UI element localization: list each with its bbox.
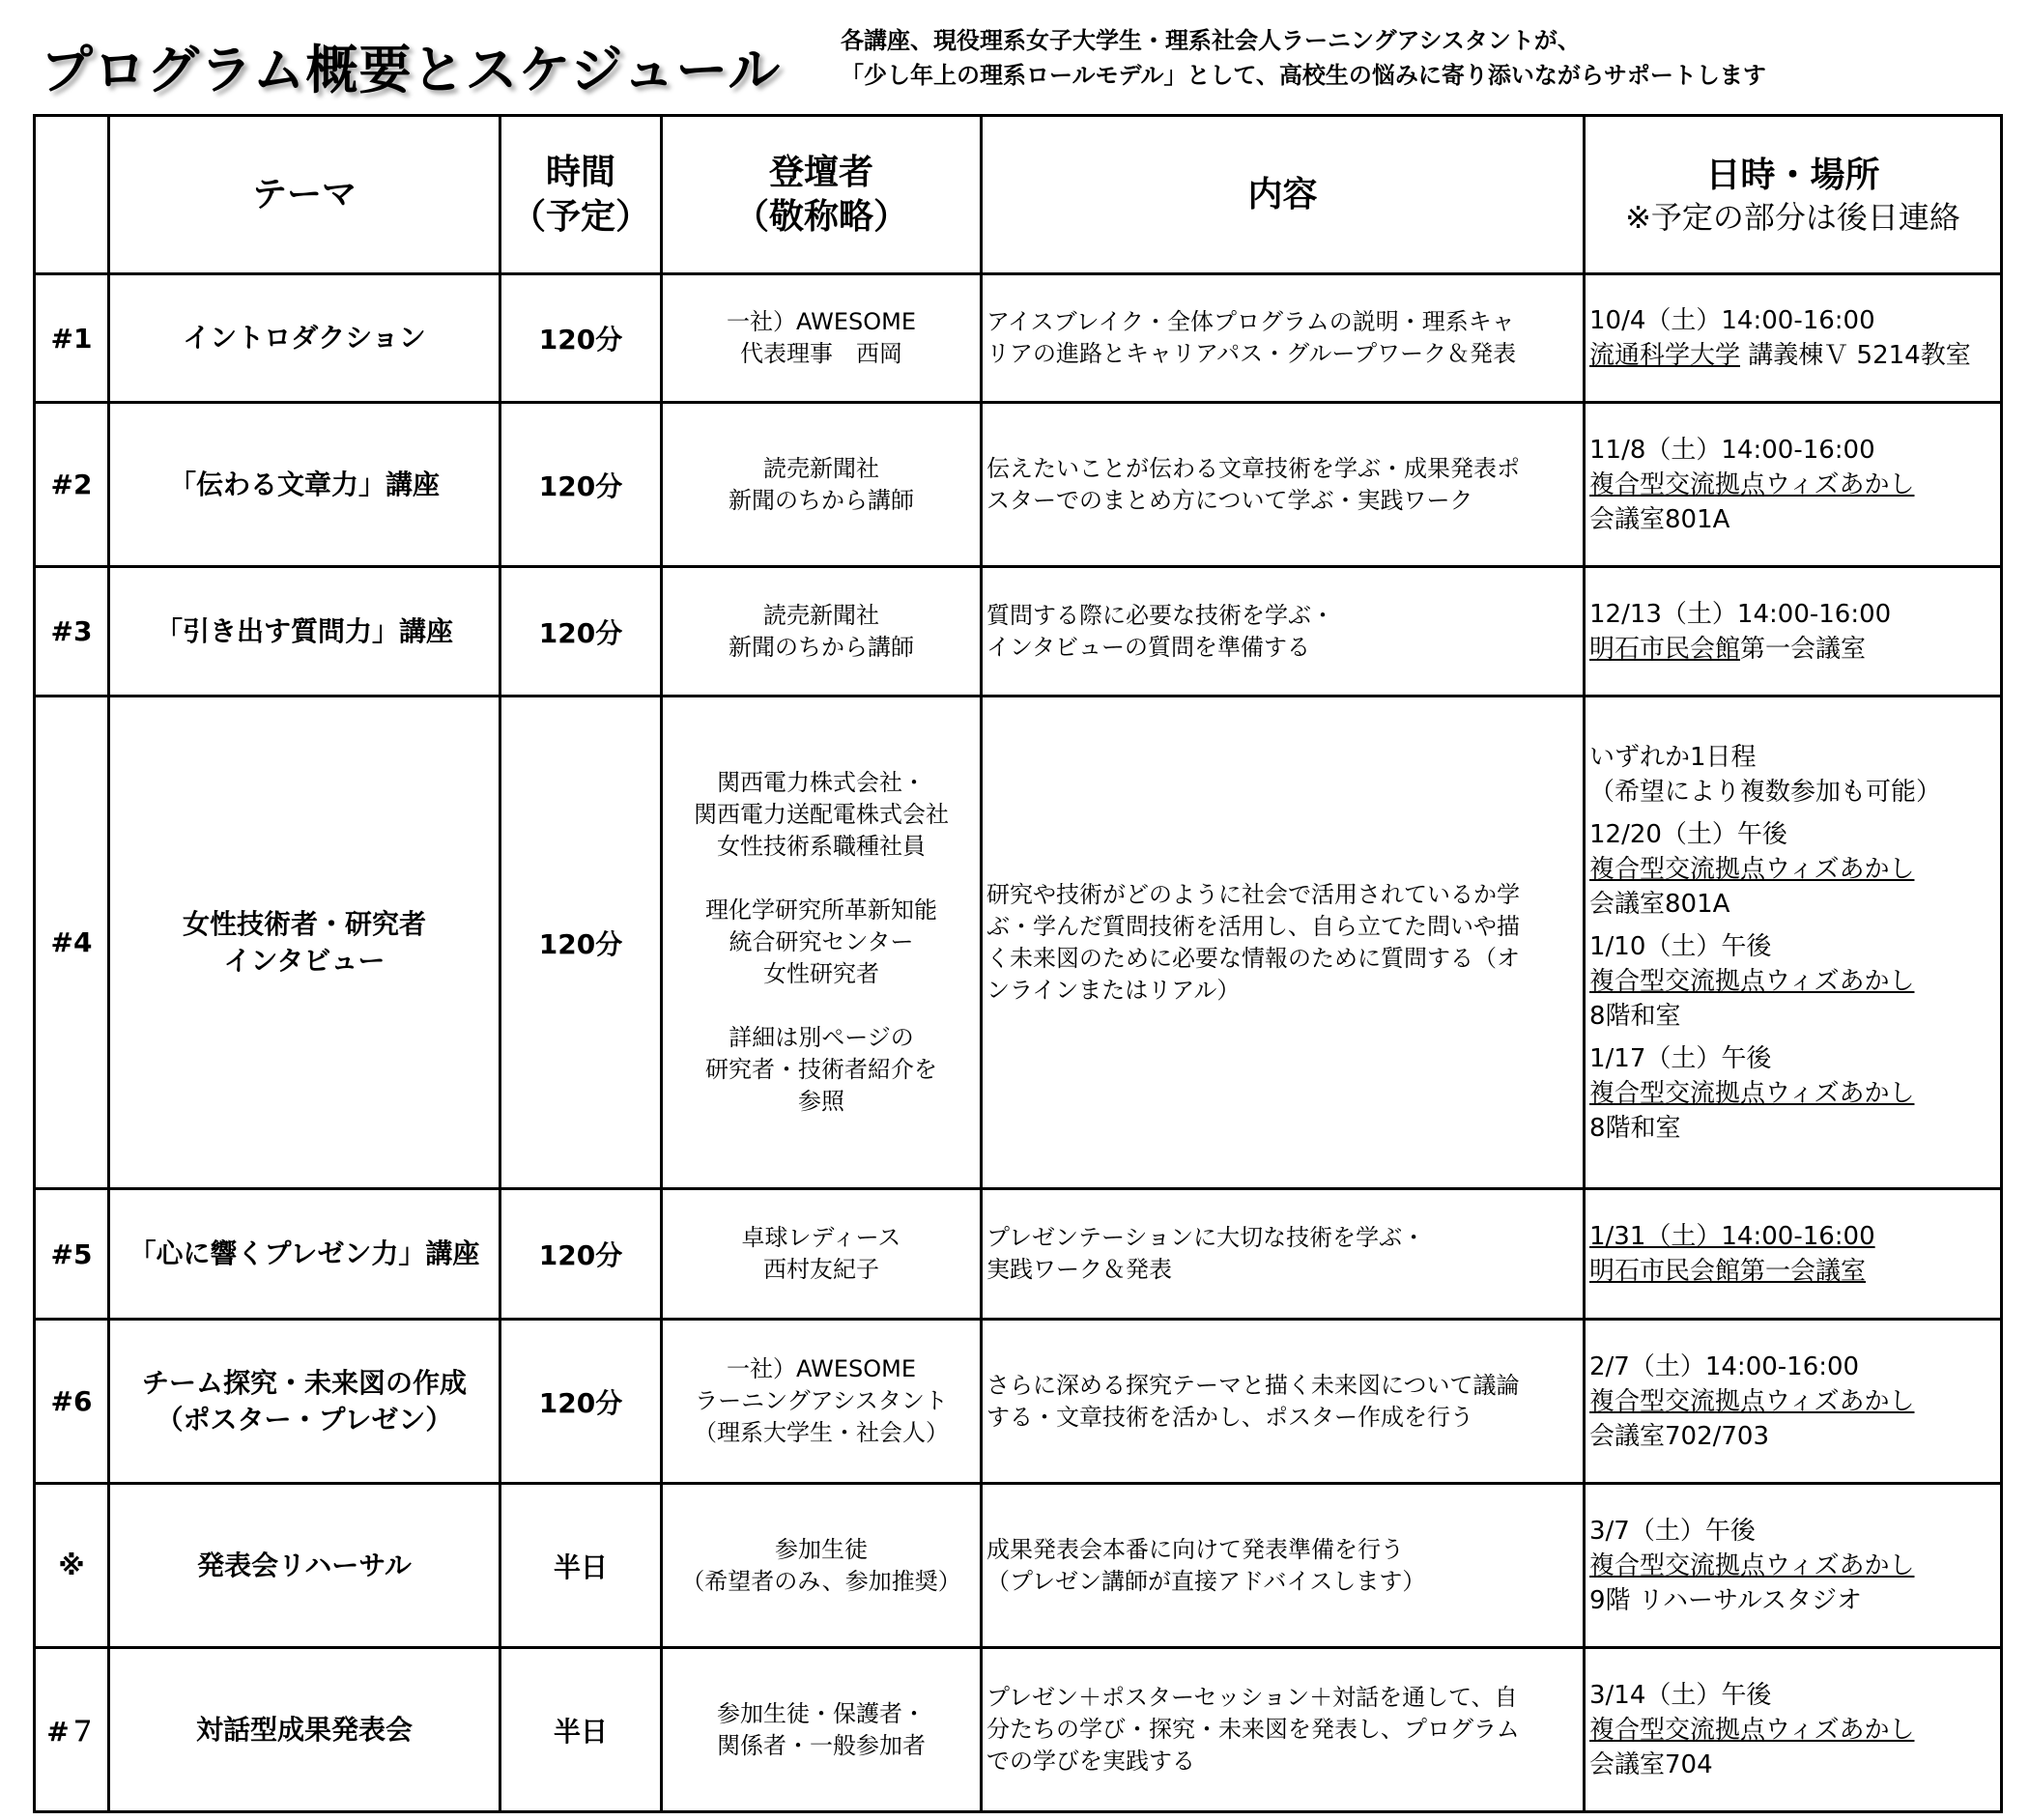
datetime-room: 会議室801A xyxy=(1589,889,1730,919)
venue-link: 明石市民会館 xyxy=(1589,634,1741,664)
speaker-line: （希望者のみ、参加推奨） xyxy=(681,1567,961,1595)
theme-line: インタビュー xyxy=(223,944,386,977)
datetime-entry xyxy=(1589,1350,1996,1454)
content-line: 質問する際に必要な技術を学ぶ・ xyxy=(986,601,1334,629)
speaker-line: 参加生徒 xyxy=(775,1535,868,1563)
content-line: スターでのまとめ方について学ぶ・実践ワーク xyxy=(986,486,1473,514)
datetime-room: 会議室801A xyxy=(1589,504,1730,534)
row-content xyxy=(982,1484,1585,1648)
row-number: #4 xyxy=(35,697,109,1189)
row-content xyxy=(982,274,1585,403)
datetime-entry xyxy=(1589,597,1996,667)
theme-line: 対話型成果発表会 xyxy=(195,1713,413,1746)
datetime-intro-line: （希望により複数参加も可能） xyxy=(1589,777,1942,807)
datetime-entry xyxy=(1589,1219,1996,1289)
datetime-intro xyxy=(1589,740,1996,810)
header-time-line-2: （予定） xyxy=(510,196,650,237)
venue-link: 複合型交流拠点ウィズあかし xyxy=(1589,1386,1915,1416)
row-number: #5 xyxy=(35,1189,109,1320)
datetime-room: 会議室702/703 xyxy=(1589,1421,1770,1451)
subtitle xyxy=(841,23,1766,93)
subtitle-line-1: 各講座、現役理系女子大学生・理系社会人ラーニングアシスタントが、 xyxy=(841,27,1581,54)
speaker-line: 理化学研究所革新知能 xyxy=(705,896,937,924)
venue-link: 複合型交流拠点ウィズあかし xyxy=(1589,1550,1915,1580)
datetime-date: 2/7（土）14:00-16:00 xyxy=(1589,1351,1860,1381)
schedule-table xyxy=(33,114,2003,1813)
table-row xyxy=(35,403,2002,567)
row-datetime xyxy=(1585,1189,2002,1320)
theme-line: 「引き出す質問力」講座 xyxy=(155,614,453,647)
datetime-entry xyxy=(1589,303,1996,373)
datetime-room: 9階 リハーサルスタジオ xyxy=(1589,1585,1862,1615)
datetime-venue xyxy=(1589,1254,1996,1289)
row-speaker xyxy=(662,1648,982,1812)
speaker-line: 新聞のちから講師 xyxy=(729,486,914,514)
speaker-line: ラーニングアシスタント xyxy=(695,1387,948,1414)
row-datetime xyxy=(1585,1648,2002,1812)
datetime-entry xyxy=(1589,817,1996,922)
header-speaker-line-1: 登壇者 xyxy=(768,152,873,192)
row-time: 120分 xyxy=(500,1189,662,1320)
datetime-intro-line: いずれか1日程 xyxy=(1589,742,1757,772)
content-line: 成果発表会本番に向けて発表準備を行う xyxy=(986,1535,1404,1563)
header-row xyxy=(35,116,2002,274)
row-number: #1 xyxy=(35,274,109,403)
theme-line: （ポスター・プレゼン） xyxy=(156,1403,453,1436)
row-speaker xyxy=(662,1484,982,1648)
datetime-entry xyxy=(1589,433,1996,537)
datetime-entry xyxy=(1589,929,1996,1034)
row-content xyxy=(982,1648,1585,1812)
theme-line: 女性技術者・研究者 xyxy=(182,907,426,940)
header-datetime-line-2: ※予定の部分は後日連絡 xyxy=(1625,198,1960,236)
header-theme: テーマ xyxy=(109,116,500,274)
row-theme xyxy=(109,1648,500,1812)
venue-link: 明石市民会館第一会議室 xyxy=(1589,1257,1867,1286)
datetime-date: 3/7（土）午後 xyxy=(1589,1516,1756,1546)
speaker-line: 研究者・技術者紹介を xyxy=(705,1056,937,1083)
content-line: 研究や技術がどのように社会で活用されているか学 xyxy=(986,880,1520,908)
venue-link: 複合型交流拠点ウィズあかし xyxy=(1589,854,1915,884)
speaker-line: 参加生徒・保護者・ xyxy=(717,1699,926,1727)
header-time-line-1: 時間 xyxy=(545,152,615,192)
table-row xyxy=(35,1320,2002,1484)
speaker-line: 関西電力株式会社・ xyxy=(717,769,926,796)
row-speaker xyxy=(662,1320,982,1484)
speaker-line: 関西電力送配電株式会社 xyxy=(694,801,949,828)
datetime-entry xyxy=(1589,1678,1996,1782)
row-content xyxy=(982,1189,1585,1320)
datetime-date: 1/10（土）午後 xyxy=(1589,931,1772,961)
header-datetime-line-1: 日時・場所 xyxy=(1705,155,1880,195)
speaker-line: 新聞のちから講師 xyxy=(729,633,914,661)
table-row xyxy=(35,1189,2002,1320)
content-line: 分たちの学び・探究・未来図を発表し、プログラム xyxy=(986,1716,1520,1743)
header-speaker xyxy=(662,116,982,274)
theme-line: 発表会リハーサル xyxy=(197,1549,412,1581)
venue-link: 複合型交流拠点ウィズあかし xyxy=(1589,966,1915,996)
datetime-date: 12/20（土）午後 xyxy=(1589,819,1787,849)
row-datetime xyxy=(1585,1484,2002,1648)
table-row xyxy=(35,567,2002,697)
theme-line: チーム探究・未来図の作成 xyxy=(141,1366,467,1399)
header-time xyxy=(500,116,662,274)
row-datetime xyxy=(1585,567,2002,697)
speaker-line: 女性研究者 xyxy=(763,960,879,987)
datetime-venue xyxy=(1589,1076,1996,1111)
row-content xyxy=(982,567,1585,697)
row-theme xyxy=(109,1484,500,1648)
page-title: プログラム概要とスケジュール xyxy=(41,40,782,100)
table-body xyxy=(35,274,2002,1812)
content-line: 実践ワーク＆発表 xyxy=(986,1256,1172,1283)
row-number: #3 xyxy=(35,567,109,697)
row-theme xyxy=(109,274,500,403)
venue-room: 講義棟Ｖ 5214教室 xyxy=(1740,341,1971,370)
row-number: #6 xyxy=(35,1320,109,1484)
speaker-line: 関係者・一般参加者 xyxy=(717,1731,926,1759)
datetime-date: 12/13（土）14:00-16:00 xyxy=(1589,599,1892,629)
row-theme xyxy=(109,567,500,697)
header-num xyxy=(35,116,109,274)
content-line: での学びを実践する xyxy=(986,1748,1195,1775)
datetime-date: 11/8（土）14:00-16:00 xyxy=(1589,435,1875,465)
datetime-venue xyxy=(1589,338,1996,373)
datetime-venue xyxy=(1589,1384,1996,1419)
speaker-line: 一社）AWESOME xyxy=(727,308,916,335)
datetime-entry xyxy=(1589,1514,1996,1618)
datetime-date: 1/31（土）14:00-16:00 xyxy=(1589,1222,1875,1251)
row-theme xyxy=(109,1320,500,1484)
header-speaker-line-2: （敬称略） xyxy=(733,196,908,237)
datetime-room: 8階和室 xyxy=(1589,1113,1681,1143)
speaker-line: 代表理事 西岡 xyxy=(740,340,902,367)
row-time: 半日 xyxy=(500,1648,662,1812)
speaker-line: 一社）AWESOME xyxy=(727,1355,916,1382)
speaker-line: 統合研究センター xyxy=(729,928,914,955)
speaker-line: 参照 xyxy=(798,1088,844,1115)
row-datetime xyxy=(1585,403,2002,567)
content-line: する・文章技術を活かし、ポスター作成を行う xyxy=(986,1403,1473,1431)
venue-link: 複合型交流拠点ウィズあかし xyxy=(1589,1078,1915,1108)
content-line: ぶ・学んだ質問技術を活用し、自ら立てた問いや描 xyxy=(986,912,1520,940)
row-time: 半日 xyxy=(500,1484,662,1648)
venue-room: 第一会議室 xyxy=(1740,634,1867,664)
row-theme xyxy=(109,403,500,567)
row-time: 120分 xyxy=(500,567,662,697)
speaker-gap xyxy=(667,990,976,1022)
speaker-gap xyxy=(667,863,976,895)
datetime-venue xyxy=(1589,468,1996,502)
datetime-room: 会議室704 xyxy=(1589,1749,1713,1779)
row-number: #７ xyxy=(35,1648,109,1812)
venue-link: 流通科学大学 xyxy=(1589,341,1741,370)
datetime-date: 3/14（土）午後 xyxy=(1589,1680,1772,1710)
speaker-line: （理系大学生・社会人） xyxy=(694,1419,949,1446)
subtitle-line-2: 「少し年上の理系ロールモデル」として、高校生の悩みに寄り添いながらサポートします xyxy=(841,62,1766,89)
content-line: 伝えたいことが伝わる文章技術を学ぶ・成果発表ポ xyxy=(986,454,1520,482)
header-content: 内容 xyxy=(982,116,1585,274)
datetime-date: 1/17（土）午後 xyxy=(1589,1043,1772,1073)
venue-link: 複合型交流拠点ウィズあかし xyxy=(1589,1715,1915,1745)
speaker-line: 読売新聞社 xyxy=(763,601,879,629)
row-content xyxy=(982,403,1585,567)
content-line: リアの進路とキャリアパス・グループワーク＆発表 xyxy=(986,340,1517,367)
row-time: 120分 xyxy=(500,403,662,567)
row-speaker xyxy=(662,1189,982,1320)
row-speaker xyxy=(662,567,982,697)
theme-line: 「心に響くプレゼン力」講座 xyxy=(129,1237,480,1269)
datetime-entry xyxy=(1589,1041,1996,1146)
table-row xyxy=(35,274,2002,403)
header-datetime xyxy=(1585,116,2002,274)
row-number: ※ xyxy=(35,1484,109,1648)
row-time: 120分 xyxy=(500,1320,662,1484)
content-line: インタビューの質問を準備する xyxy=(986,633,1311,661)
content-line: アイスブレイク・全体プログラムの説明・理系キャ xyxy=(986,308,1515,335)
row-datetime xyxy=(1585,274,2002,403)
datetime-venue xyxy=(1589,632,1996,667)
content-line: プレゼン＋ポスターセッション＋対話を通して、自 xyxy=(986,1684,1518,1711)
row-speaker xyxy=(662,697,982,1189)
content-line: く未来図のために必要な情報のために質問する（オ xyxy=(986,944,1520,972)
row-speaker xyxy=(662,403,982,567)
table-row xyxy=(35,1484,2002,1648)
row-datetime xyxy=(1585,697,2002,1189)
datetime-venue xyxy=(1589,1713,1996,1748)
speaker-line: 詳細は別ページの xyxy=(729,1024,914,1051)
row-content xyxy=(982,1320,1585,1484)
datetime-room: 8階和室 xyxy=(1589,1001,1681,1031)
row-time: 120分 xyxy=(500,697,662,1189)
content-line: （プレゼン講師が直接アドバイスします） xyxy=(986,1567,1426,1595)
row-speaker xyxy=(662,274,982,403)
content-line: プレゼンテーションに大切な技術を学ぶ・ xyxy=(986,1224,1426,1251)
row-datetime xyxy=(1585,1320,2002,1484)
venue-link: 複合型交流拠点ウィズあかし xyxy=(1589,469,1915,499)
row-time: 120分 xyxy=(500,274,662,403)
datetime-venue xyxy=(1589,964,1996,999)
theme-line: 「伝わる文章力」講座 xyxy=(168,468,440,500)
speaker-line: 女性技術系職種社員 xyxy=(717,833,926,860)
row-content xyxy=(982,697,1585,1189)
speaker-line: 卓球レディース xyxy=(741,1224,901,1251)
datetime-date: 10/4（土）14:00-16:00 xyxy=(1589,306,1875,335)
row-theme xyxy=(109,1189,500,1320)
datetime-venue xyxy=(1589,1549,1996,1583)
speaker-line: 読売新聞社 xyxy=(763,454,879,482)
content-line: さらに深める探究テーマと描く未来図について議論 xyxy=(986,1371,1520,1399)
datetime-venue xyxy=(1589,852,1996,887)
row-number: #2 xyxy=(35,403,109,567)
table-row xyxy=(35,697,2002,1189)
table-row xyxy=(35,1648,2002,1812)
theme-line: イントロダクション xyxy=(183,322,426,354)
row-theme xyxy=(109,697,500,1189)
speaker-line: 西村友紀子 xyxy=(763,1256,879,1283)
content-line: ンラインまたはリアル） xyxy=(986,976,1241,1004)
